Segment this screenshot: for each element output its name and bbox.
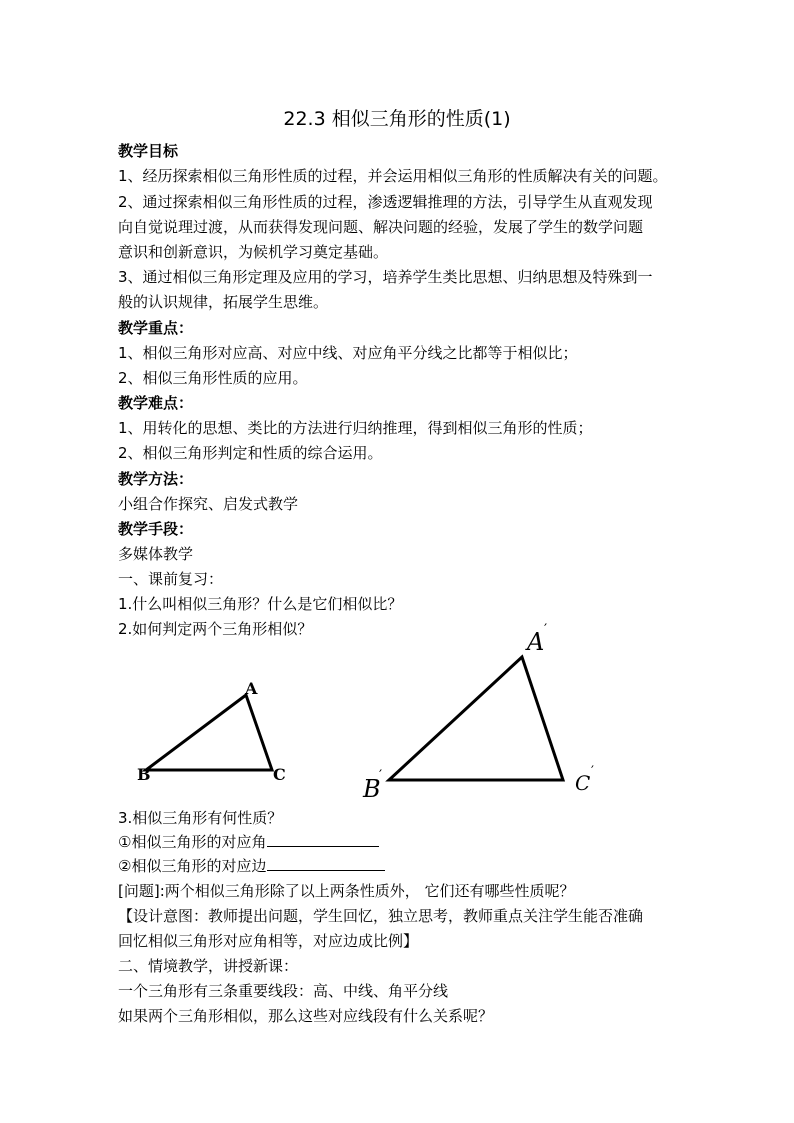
- objective-line-6: 般的认识规律，拓展学生思维。: [118, 293, 329, 311]
- review-question-3: 3.相似三角形有何性质？: [118, 809, 283, 827]
- small-label-b: B: [137, 765, 151, 784]
- key-point-1: 1、相似三角形对应高、对应中线、对应角平分线之比都等于相似比；: [118, 344, 578, 362]
- objective-line-1: 1、经历探索相似三角形性质的过程，并会运用相似三角形的性质解决有关的问题。: [118, 167, 668, 185]
- new-lesson-heading: 二、情境教学，讲授新课：: [118, 957, 299, 975]
- small-triangle-shape: [146, 695, 272, 770]
- key-point-2: 2、相似三角形性质的应用。: [118, 369, 308, 387]
- property-1-label: ①相似三角形的对应角: [118, 833, 267, 851]
- methods-text: 小组合作探究、启发式教学: [118, 495, 299, 513]
- large-label-a: A: [527, 628, 545, 656]
- property-1-blank: [267, 832, 379, 847]
- large-prime-c: ′: [591, 764, 594, 779]
- difficulties-heading: 教学难点：: [118, 394, 194, 412]
- design-intent-line-2: 回忆相似三角形对应角相等，对应边成比例】: [118, 932, 419, 950]
- difficulty-1: 1、用转化的思想、类比的方法进行归纳推理，得到相似三角形的性质；: [118, 419, 593, 437]
- large-prime-b: ′: [379, 768, 383, 784]
- review-question-1: 1.什么叫相似三角形？什么是它们相似比？: [118, 595, 403, 613]
- objective-line-5: 3、通过相似三角形定理及应用的学习，培养学生类比思想、归纳思想及特殊到一: [118, 268, 653, 286]
- key-points-heading: 教学重点：: [118, 319, 194, 337]
- objective-line-3: 向自觉说理过渡，从而获得发现问题、解决问题的经验，发展了学生的数学问题: [118, 218, 644, 236]
- small-label-a: A: [245, 679, 258, 698]
- property-2-line: [118, 856, 385, 876]
- new-lesson-line-1: 一个三角形有三条重要线段：高、中线、角平分线: [118, 982, 449, 1000]
- large-label-b: B: [363, 775, 381, 803]
- page-title: 22.3 相似三角形的性质(1): [283, 108, 511, 130]
- property-1-line: [118, 832, 379, 852]
- objectives-heading: 教学目标: [118, 142, 179, 160]
- new-lesson-line-2: 如果两个三角形相似，那么这些对应线段有什么关系呢？: [118, 1007, 494, 1025]
- small-triangle: [137, 679, 286, 784]
- design-intent-line-1: 【设计意图：教师提出问题，学生回忆，独立思考，教师重点关注学生能否准确: [118, 907, 644, 925]
- means-heading: 教学手段：: [118, 520, 194, 538]
- means-text: 多媒体教学: [118, 545, 194, 563]
- large-label-c: C: [575, 771, 591, 795]
- property-2-blank: [267, 856, 385, 871]
- large-triangle: [362, 622, 594, 803]
- property-2-label: ②相似三角形的对应边: [118, 857, 267, 875]
- review-heading: 一、课前复习：: [118, 570, 224, 588]
- objective-line-4: 意识和创新意识，为候机学习奠定基础。: [118, 243, 389, 261]
- objective-line-2: 2、通过探索相似三角形性质的过程，渗透逻辑推理的方法，引导学生从直观发现: [118, 193, 653, 211]
- large-prime-a: ′: [544, 622, 548, 638]
- large-triangle-shape: [389, 657, 563, 780]
- methods-heading: 教学方法：: [118, 470, 194, 488]
- review-question-2: 2.如何判定两个三角形相似？: [118, 620, 313, 638]
- difficulty-2: 2、相似三角形判定和性质的综合运用。: [118, 444, 383, 462]
- small-label-c: C: [273, 765, 286, 784]
- review-problem: [问题]:两个相似三角形除了以上两条性质外， 它们还有哪些性质呢？: [118, 882, 575, 900]
